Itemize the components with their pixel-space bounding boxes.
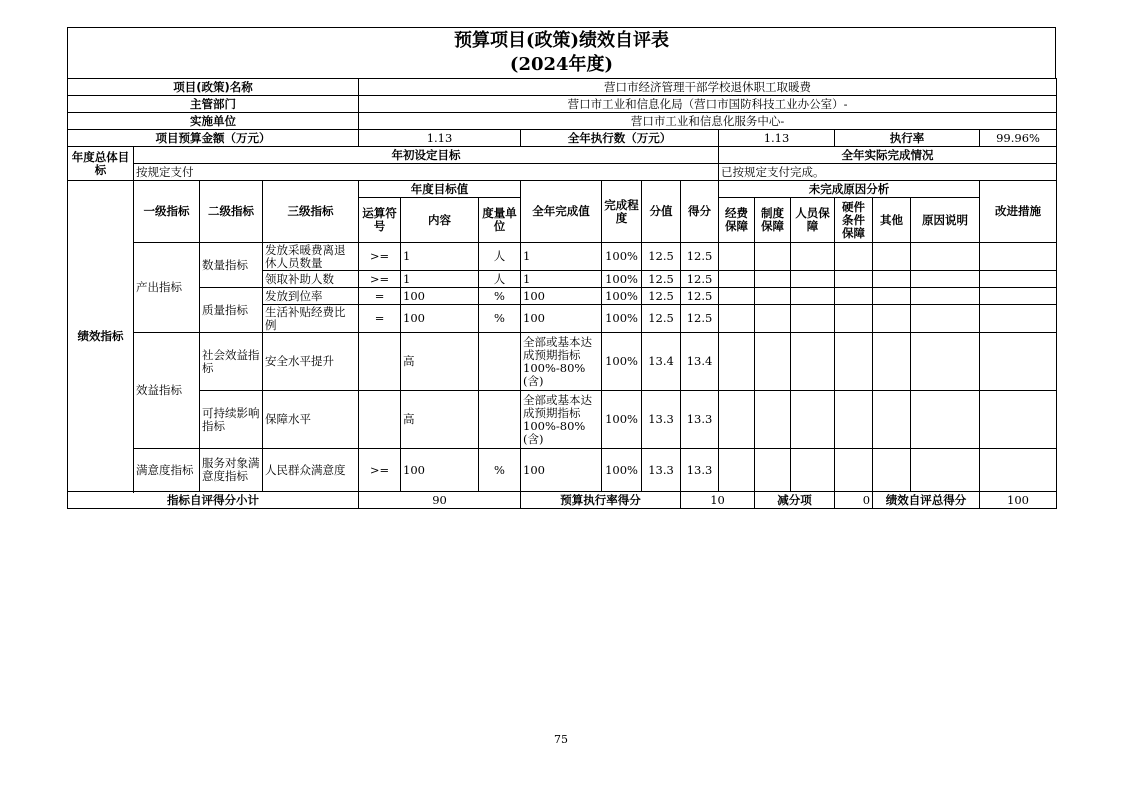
op-cell <box>359 333 401 391</box>
score-value-cell: 12.5 <box>642 271 681 288</box>
unit-cell: 人 <box>479 243 521 271</box>
header-reason-other: 其他 <box>873 198 911 243</box>
rate-value: 99.96% <box>980 130 1057 147</box>
level2-sustain: 可持续影响指标 <box>200 391 263 449</box>
unit-cell: % <box>479 288 521 305</box>
op-cell: >= <box>359 449 401 492</box>
set-goal-header: 年初设定目标 <box>134 147 719 164</box>
header-unit: 度量单位 <box>479 198 521 243</box>
score-value-cell: 13.3 <box>642 391 681 449</box>
done-cell: 全部或基本达成预期指标100%-80%(含) <box>521 333 602 391</box>
header-improve: 改进措施 <box>980 181 1057 243</box>
header-op: 运算符号 <box>359 198 401 243</box>
level2-quality: 质量指标 <box>200 288 263 333</box>
header-level2: 二级指标 <box>200 181 263 243</box>
done-cell: 100 <box>521 288 602 305</box>
header-target-group: 年度目标值 <box>359 181 521 198</box>
header-reason-system: 制度保障 <box>755 198 791 243</box>
content-cell: 高 <box>401 333 479 391</box>
done-cell: 全部或基本达成预期指标100%-80%(含) <box>521 391 602 449</box>
perf-indicator-label: 绩效指标 <box>68 181 134 492</box>
op-cell: = <box>359 288 401 305</box>
unit-value: 营口市工业和信息化服务中心- <box>359 113 1057 130</box>
degree-cell: 100% <box>602 271 642 288</box>
header-content: 内容 <box>401 198 479 243</box>
header-reason-staff: 人员保障 <box>791 198 835 243</box>
level3-cell: 安全水平提升 <box>263 333 359 391</box>
subtotal-label: 指标自评得分小计 <box>68 492 359 509</box>
unit-label: 实施单位 <box>68 113 359 130</box>
unit-cell <box>479 333 521 391</box>
content-cell: 100 <box>401 449 479 492</box>
total-score-value: 100 <box>980 492 1057 509</box>
project-name-value: 营口市经济管理干部学校退休职工取暖费 <box>359 79 1057 96</box>
content-cell: 100 <box>401 288 479 305</box>
content-cell: 1 <box>401 243 479 271</box>
unit-cell: 人 <box>479 271 521 288</box>
header-reason-group: 未完成原因分析 <box>719 181 980 198</box>
level2-quantity: 数量指标 <box>200 243 263 288</box>
level3-cell: 领取补助人数 <box>263 271 359 288</box>
dept-label: 主管部门 <box>68 96 359 113</box>
annual-goal-label: 年度总体目标 <box>68 147 134 181</box>
deduct-value: 0 <box>835 492 873 509</box>
header-score-value: 分值 <box>642 181 681 243</box>
subtotal-value: 90 <box>359 492 521 509</box>
score-cell: 12.5 <box>681 305 719 333</box>
rate-score-label: 预算执行率得分 <box>521 492 681 509</box>
unit-cell: % <box>479 449 521 492</box>
score-value-cell: 13.4 <box>642 333 681 391</box>
level2-service: 服务对象满意度指标 <box>200 449 263 492</box>
header-level3: 三级指标 <box>263 181 359 243</box>
score-cell: 12.5 <box>681 288 719 305</box>
score-cell: 12.5 <box>681 271 719 288</box>
degree-cell: 100% <box>602 449 642 492</box>
budget-label: 项目预算金额（万元） <box>68 130 359 147</box>
budget-value: 1.13 <box>359 130 521 147</box>
op-cell <box>359 391 401 449</box>
done-cell: 100 <box>521 305 602 333</box>
level3-cell: 人民群众满意度 <box>263 449 359 492</box>
score-value-cell: 13.3 <box>642 449 681 492</box>
page-title: 预算项目(政策)绩效自评表 <box>453 30 670 51</box>
rate-score-value: 10 <box>681 492 755 509</box>
performance-table <box>67 78 1057 509</box>
content-cell: 高 <box>401 391 479 449</box>
level2-social: 社会效益指标 <box>200 333 263 391</box>
page-subtitle: (2024年度) <box>509 54 614 75</box>
level3-cell: 发放采暖费离退休人员数量 <box>263 243 359 271</box>
level3-cell: 发放到位率 <box>263 288 359 305</box>
level1-satisfaction: 满意度指标 <box>134 449 200 492</box>
level3-cell: 生活补贴经费比例 <box>263 305 359 333</box>
done-cell: 100 <box>521 449 602 492</box>
level1-benefit: 效益指标 <box>134 333 200 449</box>
header-done-value: 全年完成值 <box>521 181 602 243</box>
page-number: 75 <box>554 733 568 746</box>
level1-output: 产出指标 <box>134 243 200 333</box>
degree-cell: 100% <box>602 333 642 391</box>
op-cell: = <box>359 305 401 333</box>
deduct-label: 减分项 <box>755 492 835 509</box>
exec-value: 1.13 <box>719 130 835 147</box>
unit-cell <box>479 391 521 449</box>
degree-cell: 100% <box>602 391 642 449</box>
total-score-label: 绩效自评总得分 <box>873 492 980 509</box>
op-cell: >= <box>359 271 401 288</box>
score-cell: 13.3 <box>681 449 719 492</box>
header-score: 得分 <box>681 181 719 243</box>
project-name-label: 项目(政策)名称 <box>68 79 359 96</box>
score-cell: 13.4 <box>681 333 719 391</box>
dept-value: 营口市工业和信息化局（营口市国防科技工业办公室）- <box>359 96 1057 113</box>
header-reason-hardware: 硬件条件保障 <box>835 198 873 243</box>
exec-label: 全年执行数（万元） <box>521 130 719 147</box>
content-cell: 100 <box>401 305 479 333</box>
degree-cell: 100% <box>602 243 642 271</box>
unit-cell: % <box>479 305 521 333</box>
set-goal-text: 按规定支付 <box>134 164 719 181</box>
header-reason-funding: 经费保障 <box>719 198 755 243</box>
header-reason-desc: 原因说明 <box>911 198 980 243</box>
level3-cell: 保障水平 <box>263 391 359 449</box>
actual-goal-header: 全年实际完成情况 <box>719 147 1057 164</box>
actual-goal-text: 已按规定支付完成。 <box>719 164 1057 181</box>
evaluation-sheet <box>67 27 1056 521</box>
score-cell: 13.3 <box>681 391 719 449</box>
degree-cell: 100% <box>602 305 642 333</box>
done-cell: 1 <box>521 243 602 271</box>
header-degree: 完成程度 <box>602 181 642 243</box>
score-cell: 12.5 <box>681 243 719 271</box>
rate-label: 执行率 <box>835 130 980 147</box>
op-cell: >= <box>359 243 401 271</box>
score-value-cell: 12.5 <box>642 305 681 333</box>
done-cell: 1 <box>521 271 602 288</box>
content-cell: 1 <box>401 271 479 288</box>
header-level1: 一级指标 <box>134 181 200 243</box>
title-block <box>67 27 1056 78</box>
score-value-cell: 12.5 <box>642 243 681 271</box>
degree-cell: 100% <box>602 288 642 305</box>
score-value-cell: 12.5 <box>642 288 681 305</box>
